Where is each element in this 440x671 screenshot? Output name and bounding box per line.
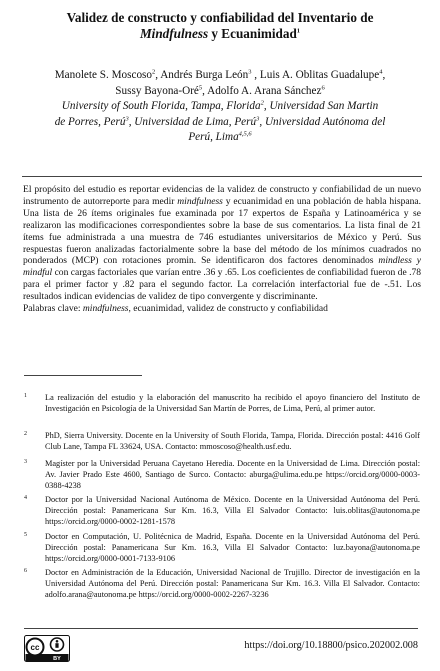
abstract-italic: mindless y mindful bbox=[23, 255, 421, 279]
author-sup: 5 bbox=[198, 83, 203, 91]
footnote-4 bbox=[24, 494, 420, 528]
footnote-rule bbox=[24, 375, 142, 376]
affiliation-sup: 3 bbox=[125, 114, 129, 122]
affiliation-line-2 bbox=[14, 115, 426, 131]
license-label: BY bbox=[53, 656, 61, 662]
affiliation: de Porres, Perú bbox=[54, 115, 126, 128]
author-sup: 4 bbox=[379, 68, 383, 76]
footer-rule bbox=[24, 628, 418, 629]
affiliation: University of South Florida, Tampa, Florida bbox=[61, 100, 261, 112]
affiliation-line-3 bbox=[14, 130, 426, 146]
footnote-text: Doctor por la Universidad Nacional Autónoma de México. Docente en la Universidad Autónoma del Perú. Dirección postal: Panamericana Sur Km. 16.3, Villa El Salvador Contacto: luis.oblitas@autonoma.pe https://orcid.org/0000-0002-1281-1578 bbox=[45, 495, 420, 527]
affiliation-sup: 2 bbox=[260, 99, 264, 107]
abstract bbox=[23, 184, 421, 315]
title-line-1: Validez de constructo y confiabilidad del Inventario de bbox=[66, 10, 374, 25]
author-name: , Luis A. Oblitas Guadalupe bbox=[251, 69, 380, 81]
keywords-text: , ecuanimidad, validez de constructo y confiabilidad bbox=[128, 303, 328, 315]
abstract-text: con cargas factoriales que varían entre .36 y .65. Los coeficientes de confiabilidad fueron de .78 para el primer factor y .82 para el segundo factor. La correlación interfactorial fue de -.51. Los resultados indican evidencias de validez de tipo convergente y discriminante. bbox=[23, 267, 422, 303]
footnote-number: 2 bbox=[24, 431, 27, 437]
title-line-2 bbox=[20, 26, 420, 42]
title-rest: y Ecuanimidad bbox=[208, 26, 297, 41]
footnote-number: 1 bbox=[24, 393, 27, 399]
affiliation-sup: 4,5,6 bbox=[238, 130, 252, 138]
authors-line-1 bbox=[14, 68, 426, 84]
title-italic: Mindfulness bbox=[139, 26, 209, 41]
authors-block bbox=[14, 68, 426, 146]
affiliation: , Universidad San Martin bbox=[263, 100, 379, 112]
author-name: Sussy Bayona-Oré bbox=[115, 84, 199, 97]
footnote-2 bbox=[24, 430, 420, 452]
footnote-text: La realización del estudio y la elaboración del manuscrito ha recibido el apoyo financiero del Instituto de Investigación en Psicología de la Universidad San Martín de Porres, de Lima, Perú, al primer autor. bbox=[45, 393, 420, 414]
footnote-text: Magíster por la Universidad Peruana Cayetano Heredia. Docente en la Universidad de Lima. Dirección postal: Av. Javier Prado Este 4600, Santiago de Surco. Contacto: aburga@ulima.edu.pe https://orcid.org/0000-0003-0388-4238 bbox=[45, 459, 420, 491]
svg-text:cc: cc bbox=[30, 643, 40, 652]
footnote-number: 4 bbox=[24, 495, 27, 501]
keyword-italic: mindfulness bbox=[82, 303, 129, 315]
affiliation: Perú, Lima bbox=[188, 131, 239, 143]
author-sep: , bbox=[382, 69, 386, 81]
footnote-text: PhD, Sierra University. Docente en la University of South Florida, Tampa, Florida. Dirección postal: 4416 Golf Club Lane, Tampa FL 33624, USA. Contacto: mmoscoso@health.usf.edu. bbox=[45, 431, 420, 452]
footnote-number: 5 bbox=[24, 532, 27, 538]
keywords-label: Palabras clave: bbox=[23, 303, 83, 315]
author-name: , Andrés Burga León bbox=[155, 69, 249, 81]
footnote-text: Doctor en Administración de la Educación, Universidad Nacional de Trujillo. Director de investigación en la Universidad Autónoma del Perú. Dirección postal: Panamericana Sur Km. 16.3. Villa El Salvador. Contacto: adolfo.arana@autonoma.pe https://orcid.org/0000-0002-2267-3236 bbox=[45, 568, 420, 600]
affiliation: , Universidad Autónoma del bbox=[259, 115, 386, 128]
paper-title bbox=[20, 10, 420, 42]
affiliation-line-1 bbox=[14, 99, 426, 115]
footnote-1 bbox=[24, 392, 420, 414]
abstract-text: y ecuanimidad en una población de habla hispana. Una lista de 26 ítems originales fue examinada por 17 expertos de España y Latinoamérica y se realizaron las modificaciones correspondientes sobre la base de sus comentarios. La lista final de 21 ítems fue administrada a una muestra de 746 estudiantes universitarios de México y Perú. Sus respuestas fueron analizadas factorialmente sobre la base del método de los mínimos cuadrados no ponderados (MCP) con rotaciones promin. Se identificaron dos factores denominados bbox=[23, 195, 421, 267]
footnote-3 bbox=[24, 458, 420, 492]
abstract-text: El propósito del estudio es reportar evidencias de la validez de constructo y confiabilidad de un nuevo instrumento de autorreporte para medir bbox=[23, 184, 421, 207]
footnote-6 bbox=[24, 567, 420, 601]
author-name: , Adolfo A. Arana Sánchez bbox=[202, 84, 322, 97]
doi-link[interactable]: https://doi.org/10.18800/psico.202002.008 bbox=[244, 640, 418, 651]
abstract-italic: mindfulness bbox=[177, 195, 223, 207]
top-rule bbox=[22, 176, 422, 177]
cc-by-icon[interactable] bbox=[24, 635, 70, 662]
footnote-5 bbox=[24, 531, 420, 565]
affiliation-sup: 3 bbox=[256, 114, 260, 122]
footnote-number: 6 bbox=[24, 568, 27, 574]
affiliation: , Universidad de Lima, Perú bbox=[128, 115, 257, 128]
author-sup: 3 bbox=[248, 68, 252, 76]
keywords bbox=[23, 303, 421, 315]
footnote-number: 3 bbox=[24, 459, 27, 465]
authors-line-2 bbox=[14, 84, 426, 100]
title-sup: 1 bbox=[296, 27, 301, 35]
author-sup: 6 bbox=[321, 83, 325, 91]
author-name: Manolete S. Moscoso bbox=[54, 69, 152, 81]
footnote-text: Doctor en Computación, U. Politécnica de Madrid, España. Docente en la Universidad Autónoma del Perú. Dirección postal: Panamericana Sur Km. 16.3, Villa El Salvador Contacto: luz.bayona@autonoma.pe https://orcid.org/0000-0001-7133-9106 bbox=[45, 532, 420, 564]
abstract-body bbox=[23, 184, 421, 303]
author-sup: 2 bbox=[151, 68, 156, 76]
